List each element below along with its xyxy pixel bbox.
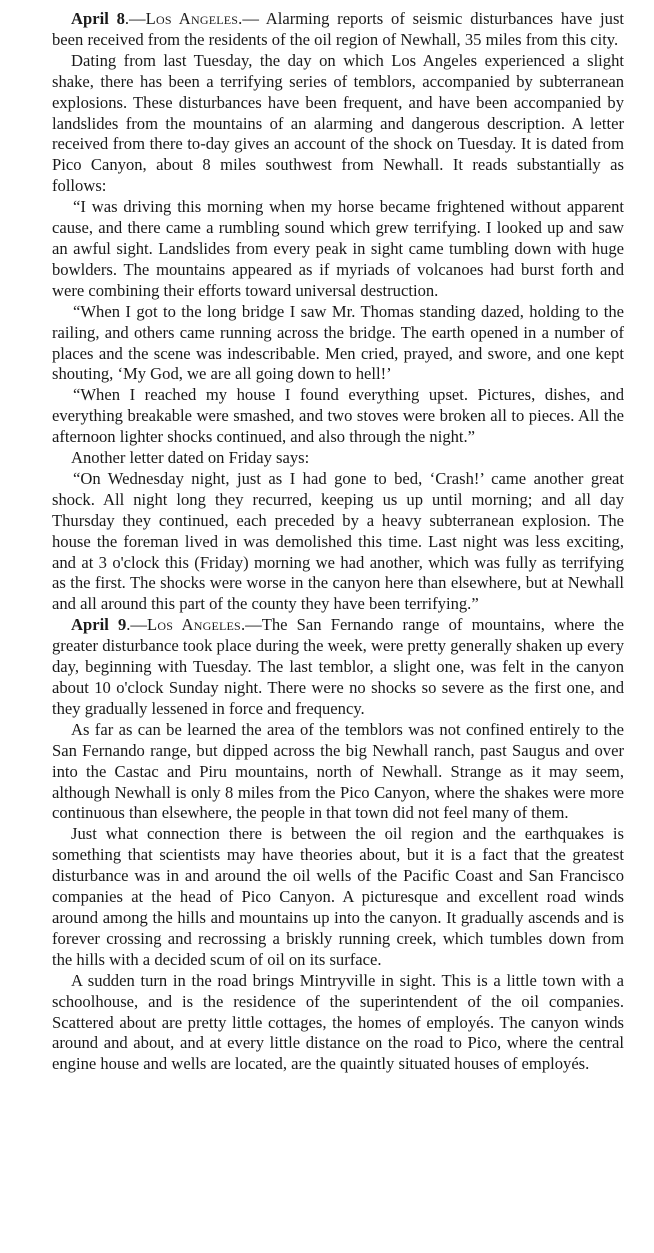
dateline-date: April 9 <box>71 615 127 635</box>
body-paragraph: Another letter dated on Friday says: <box>71 448 310 468</box>
quoted-paragraph: “On Wednesday night, just as I had gone to bed, ‘Crash!’ came another great shock. All night long they recurred, keeping us up until morning; and all day Thursday they continued, each preceded by a heavy subterranean explosion. The house the foreman lived in was demolished this time. Last night was less exciting, and at 3 o'clock this (Friday) morning we had another, which was fully as terrifying as the first. The shocks were worse in the canyon here than elsewhere, but at Newhall and all around this part of the county they have been terrifying.” <box>52 468 624 614</box>
dateline-place: Los Angeles <box>147 615 241 635</box>
lead-text: The San Fernando range of mountains, where the greater disturbance took place during the week, were pretty generally shaken up every day, beginning with Tuesday. The last temblor, a slight one, was felt in the canyon about 10 o'clock Sunday night. There were no shocks so severe as the first one, and they gradually lessened in force and frequency. <box>52 615 625 718</box>
dispatch-april-9-lead: April 9.—Los Angeles.—The San Fernando range of mountains, where the greater disturbance took place during the week, were pretty generally shaken up every day, beginning with Tuesday. The last temblor, a slight one, was felt in the canyon about 10 o'clock Sunday night. There were no shocks so severe as the first one, and they gradually lessened in force and frequency. <box>52 615 625 718</box>
dateline-date: April 8 <box>71 9 125 28</box>
body-paragraph: Just what connection there is between the oil region and the earthquakes is something that scientists may have theories about, but it is a fact that the greatest disturbance was in and around the oil wells of the Pacific Coast and San Francisco companies at the head of Pico Canyon. A picturesque and excellent road winds around among the hills and mountains up into the canyon. It gradually ascends and is forever crossing and recrossing a briskly running creek, which tumbles down from the hills with a decided scum of oil on its surface. <box>52 824 624 969</box>
body-paragraph: Dating from last Tuesday, the day on which Los Angeles experienced a slight shake, there has been a terrifying series of temblors, accompanied by subterranean explosions. These disturbances have been frequent, and have been accompanied by landslides from the mountains of an alarming and dangerous description. A letter received from there to-day gives an account of the shock on Tuesday. It is dated from Pico Canyon, about 8 miles southwest from Newhall. It reads substantially as follows: <box>52 50 624 196</box>
quoted-paragraph: “I was driving this morning when my horse became frightened without apparent cause, and there came a rumbling sound which grew terrifying. I looked up and saw an awful sight. Landslides from every peak in sight came tumbling down with huge bowlders. The mountains appeared as if myriads of volcanoes had burst forth and were combining their efforts toward universal destruction. <box>52 197 624 300</box>
lead-text: Alarming reports of seismic disturbances have just been received from the residents of the oil region of Newhall, 35 miles from this city. <box>52 9 625 49</box>
quoted-paragraph: “When I got to the long bridge I saw Mr. Thomas standing dazed, holding to the railing, and others came running across the bridge. The earth opened in a number of places and the scene was indescribable. Men cried, prayed, and swore, and one kept shouting, ‘My God, we are all going down to hell!’ <box>52 301 624 384</box>
body-paragraph: A sudden turn in the road brings Mintryville in sight. This is a little town with a schoolhouse, and is the residence of the superintendent of the oil companies. Scattered about are pretty little cottages, the homes of employés. The canyon winds around and about, and at every little distance on the road to Pico, where the central engine house and wells are located, are the quaintly situated houses of employés. <box>52 970 624 1074</box>
dateline-place: Los Angeles <box>145 9 239 28</box>
body-paragraph: As far as can be learned the area of the temblors was not confined entirely to the San Fernando range, but dipped across the big Newhall ranch, past Saugus and over into the Castac and Piru mountains, north of Newhall. Strange as it may seem, although Newhall is only 8 miles from the Pico Canyon, where the shakes were more continuous than elsewhere, the people in that town did not feel many of them. <box>52 719 624 823</box>
quoted-paragraph: “When I reached my house I found everything upset. Pictures, dishes, and everything breakable were smashed, and two stoves were broken all to pieces. All the afternoon lighter shocks continued, and also through the night.” <box>52 385 624 447</box>
dispatch-april-8-lead: April 8.—Los Angeles.— Alarming reports of seismic disturbances have just been received from the residents of the oil region of Newhall, 35 miles from this city. <box>52 9 625 49</box>
